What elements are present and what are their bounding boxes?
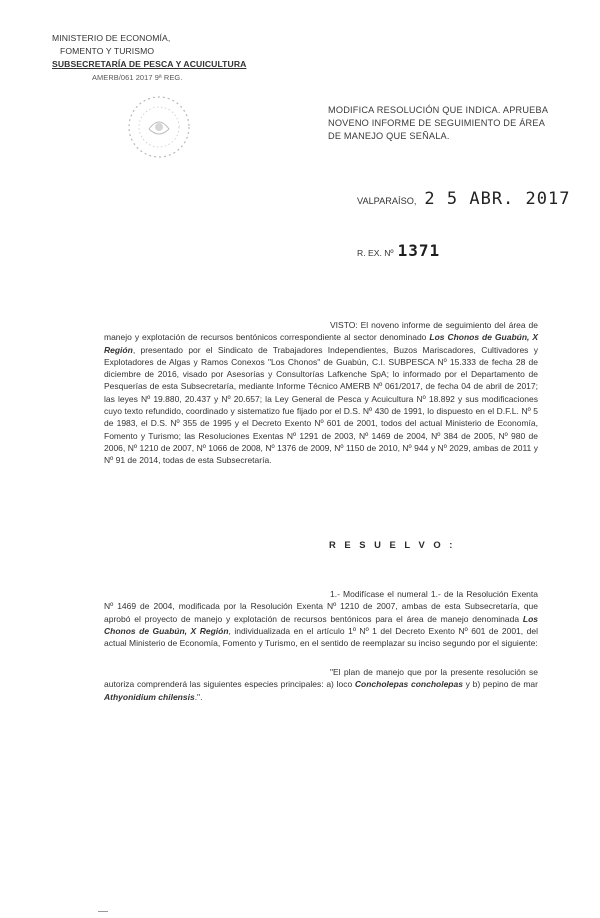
page-edge-mark — [98, 911, 108, 912]
letterhead — [52, 32, 252, 84]
resolution-item-1 — [104, 588, 538, 649]
species-athyonidium: Athyonidium chilensis — [104, 691, 195, 702]
file-reference: AMERB/061 2017 9ª REG. — [92, 73, 183, 82]
visto-text-start: VISTO: El noveno informe de seguimiento del área de manejo y explotación de recursos bentónicos correspondiente al sector denominado — [104, 320, 538, 343]
quote-text-start: "El plan de manejo que por la presente resolución se autoriza comprenderá las siguientes especies principales: a) loco — [104, 667, 538, 690]
ministry-subname: FOMENTO Y TURISMO — [60, 46, 155, 56]
replacement-clause — [104, 666, 538, 703]
issue-date: 2 5 ABR. 2017 — [424, 189, 571, 209]
ministry-name: MINISTERIO DE ECONOMÍA, — [52, 33, 171, 43]
undersecretariat-name: SUBSECRETARÍA DE PESCA Y ACUICULTURA — [52, 59, 247, 69]
item1-text-start: 1.- Modifícase el numeral 1.- de la Resolución Exenta Nº 1469 de 2004, modificada por la Resolución Exenta Nº 1210 de 2007, ambas de esta Subsecretaría, que aprobó el proyecto de manejo y explotación de recursos bentónicos para el área de manejo denominada — [104, 589, 538, 624]
resolution-label: R. EX. Nº — [357, 248, 394, 258]
resolution-number: 1371 — [397, 241, 441, 260]
official-seal-icon — [125, 93, 193, 161]
quote-text-middle: y b) pepino de mar — [462, 679, 538, 690]
species-concholepas: Concholepas concholepas — [354, 679, 463, 690]
item1-management-area-name: Los Chonos de Guabún, X Región — [104, 613, 538, 636]
place-date-line — [357, 189, 570, 209]
place-label: VALPARAÍSO, — [357, 196, 417, 206]
visto-text-rest: , presentado por el Sindicato de Trabajadores Independientes, Buzos Mariscadores, Cultivadores y Explotadores de Algas y Ramos Conexos "Los Chonos" de Guabún, C.I. SUBPESCA Nº 15.333 de fecha 28 de diciembre de 2016, visado por Asesorías y Consultorías Lafkenche SpA; lo informado por el Departamento de Pesquerías de esta Subsecretaría, mediante Informe Técnico AMERB Nº 061/2017, de fecha 04 de abril de 2017; las leyes Nº 19.880, 20.437 y Nº 20.657; la Ley General de Pesca y Acuicultura Nº 18.892 y sus modificaciones cuyo texto refundido, coordinado y sistematizo fue fijado por el D.S. Nº 430 de 1991, lo dispuesto en el D.F.L. Nº 5 de 1983, el D.S. Nº 355 de 1995 y el Decreto Exento Nº 601 de 2001, todos del actual Ministerio de Economía, Fomento y Turismo; las Resoluciones Exentas Nº 1291 de 2003, Nº 1469 de 2004, Nº 384 de 2005, Nº 980 de 2006, Nº 1210 de 2007, Nº 1066 de 2008, Nº 1376 de 2009, Nº 1150 de 2010, Nº 944 y Nº 2029, ambas de 2011 y Nº 91 de 2014, todas de esta Subsecretaría. — [104, 344, 538, 466]
item1-text-rest: , individualizada en el artículo 1º Nº 1 del Decreto Exento Nº 601 de 2001, del actual Ministerio de Economía, Fomento y Turismo, en el sentido de reemplazar su inciso segundo por el siguiente: — [104, 625, 538, 649]
resuelvo-heading: R E S U E L V O : — [329, 539, 456, 550]
document-subject: MODIFICA RESOLUCIÓN QUE INDICA. APRUEBA NOVENO INFORME DE SEGUIMIENTO DE ÁREA DE MANEJO QUE SEÑALA. — [328, 105, 548, 141]
management-area-name: Los Chonos de Guabún, X Región — [104, 332, 539, 355]
visto-paragraph — [104, 319, 538, 467]
resolution-number-line — [357, 241, 440, 260]
quote-text-end: .". — [194, 691, 203, 702]
